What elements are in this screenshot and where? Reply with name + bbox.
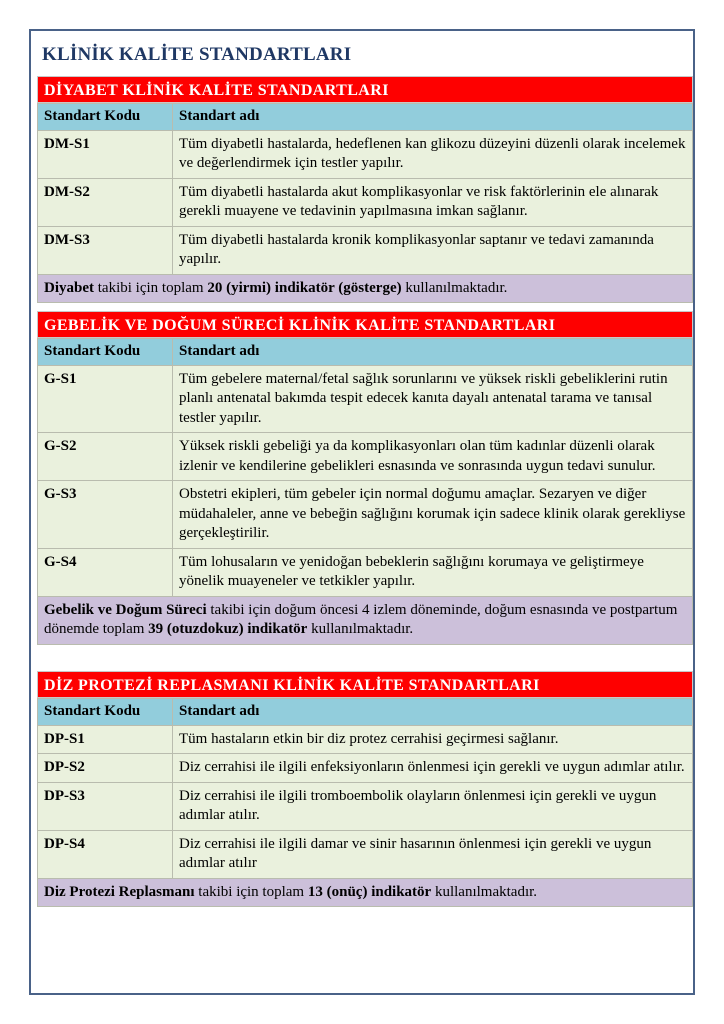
table-row xyxy=(38,178,693,226)
standard-code: G-S3 xyxy=(38,481,173,549)
table-row xyxy=(38,365,693,433)
table-row xyxy=(38,754,693,783)
standards-table xyxy=(37,103,693,303)
standard-text: Tüm diyabetli hastalarda akut komplikasyonlar ve risk faktörlerinin ele alınarak gerekli muayene ve tedavinin yapılmasına imkan sağlanır. xyxy=(173,178,693,226)
section-diyabet xyxy=(37,76,693,303)
table-row xyxy=(38,725,693,754)
standard-text: Diz cerrahisi ile ilgili damar ve sinir hasarının önlenmesi için gerekli ve uygun adımlar atılır xyxy=(173,830,693,878)
table-header-row xyxy=(38,339,693,366)
standard-text: Tüm hastaların etkin bir diz protez cerrahisi geçirmesi sağlanır. xyxy=(173,725,693,754)
table-row xyxy=(38,226,693,274)
standard-code: DP-S1 xyxy=(38,725,173,754)
standard-text: Diz cerrahisi ile ilgili enfeksiyonların önlenmesi için gerekli ve uygun adımlar atılır. xyxy=(173,754,693,783)
standard-text: Tüm diyabetli hastalarda kronik komplikasyonlar saptanır ve tedavi zamanında yapılır. xyxy=(173,226,693,274)
column-header-name: Standart adı xyxy=(173,104,693,131)
summary-part: kullanılmaktadır. xyxy=(307,621,414,637)
section-diz-protezi xyxy=(37,671,693,907)
summary-part: kullanılmaktadır. xyxy=(401,279,508,296)
standard-code: DP-S4 xyxy=(38,830,173,878)
summary-row xyxy=(38,274,693,303)
summary-subject: Gebelik ve Doğum Süreci xyxy=(44,601,207,618)
table-row xyxy=(38,782,693,830)
standards-table xyxy=(37,698,693,907)
section-title: DİYABET KLİNİK KALİTE STANDARTLARI xyxy=(37,76,693,103)
standard-text: Diz cerrahisi ile ilgili tromboembolik olayların önlenmesi için gerekli ve uygun adımlar atılır. xyxy=(173,782,693,830)
summary-part: takibi için toplam xyxy=(94,279,208,296)
standard-text: Obstetri ekipleri, tüm gebeler için normal doğumu amaçlar. Sezaryen ve diğer müdahaleler, anne ve bebeğin sağlığını korumak için sadece klinik olarak gerekliyse gerçekleştirilir. xyxy=(173,481,693,549)
table-row xyxy=(38,433,693,481)
standard-code: G-S1 xyxy=(38,365,173,433)
standard-code: DP-S3 xyxy=(38,782,173,830)
standard-code: G-S2 xyxy=(38,433,173,481)
section-title: GEBELİK VE DOĞUM SÜRECİ KLİNİK KALİTE STANDARTLARI xyxy=(37,311,693,338)
table-row xyxy=(38,130,693,178)
column-header-code: Standart Kodu xyxy=(38,699,173,726)
standards-table xyxy=(37,338,693,645)
table-header-row xyxy=(38,699,693,726)
standard-text: Tüm gebelere maternal/fetal sağlık sorunlarını ve yüksek riskli gebeliklerini rutin planlı antenatal bakımda tespit edecek kanıta dayalı antenatal tarama ve tanısal testler yapılır. xyxy=(173,365,693,433)
standard-code: DM-S1 xyxy=(38,130,173,178)
summary-subject: Diz Protezi Replasmanı xyxy=(44,883,195,900)
standard-code: DM-S3 xyxy=(38,226,173,274)
column-header-code: Standart Kodu xyxy=(38,339,173,366)
standard-code: G-S4 xyxy=(38,548,173,596)
summary-text xyxy=(38,274,693,303)
summary-part: takibi için doğum öncesi 4 izlem döneminde, doğum esnasında ve postpartum dönemde toplam xyxy=(44,601,678,637)
summary-part: takibi için toplam xyxy=(194,883,308,900)
summary-indicator-count: 13 (onüç) indikatör xyxy=(307,883,432,900)
section-title: DİZ PROTEZİ REPLASMANI KLİNİK KALİTE STANDARTLARI xyxy=(37,671,693,698)
standard-text: Yüksek riskli gebeliği ya da komplikasyonları olan tüm kadınlar düzenli olarak izlenir ve kendilerine gebelikleri esnasında ve sonrasında uygun tedavi sunulur. xyxy=(173,433,693,481)
table-row xyxy=(38,830,693,878)
summary-indicator-count: 39 (otuzdokuz) indikatör xyxy=(148,621,308,637)
table-row xyxy=(38,481,693,549)
page-title: KLİNİK KALİTE STANDARTLARI xyxy=(42,44,352,65)
column-header-code: Standart Kodu xyxy=(38,104,173,131)
summary-row xyxy=(38,596,693,644)
summary-subject: Diyabet xyxy=(44,279,94,296)
summary-text xyxy=(38,596,693,644)
section-gebelik xyxy=(37,311,693,645)
column-header-name: Standart adı xyxy=(173,339,693,366)
summary-row xyxy=(38,878,693,907)
standard-text: Tüm lohusaların ve yenidoğan bebeklerin sağlığını korumaya ve geliştirmeye yönelik muayeneler ve tetkikler yapılır. xyxy=(173,548,693,596)
standard-code: DM-S2 xyxy=(38,178,173,226)
summary-part: kullanılmaktadır. xyxy=(431,883,538,900)
summary-indicator-count: 20 (yirmi) indikatör (gösterge) xyxy=(207,279,402,296)
table-header-row xyxy=(38,104,693,131)
standard-code: DP-S2 xyxy=(38,754,173,783)
column-header-name: Standart adı xyxy=(173,699,693,726)
standard-text: Tüm diyabetli hastalarda, hedeflenen kan glikozu düzeyini düzenli olarak incelemek ve değerlendirmek için testler yapılır. xyxy=(173,130,693,178)
table-row xyxy=(38,548,693,596)
summary-text xyxy=(38,878,693,907)
